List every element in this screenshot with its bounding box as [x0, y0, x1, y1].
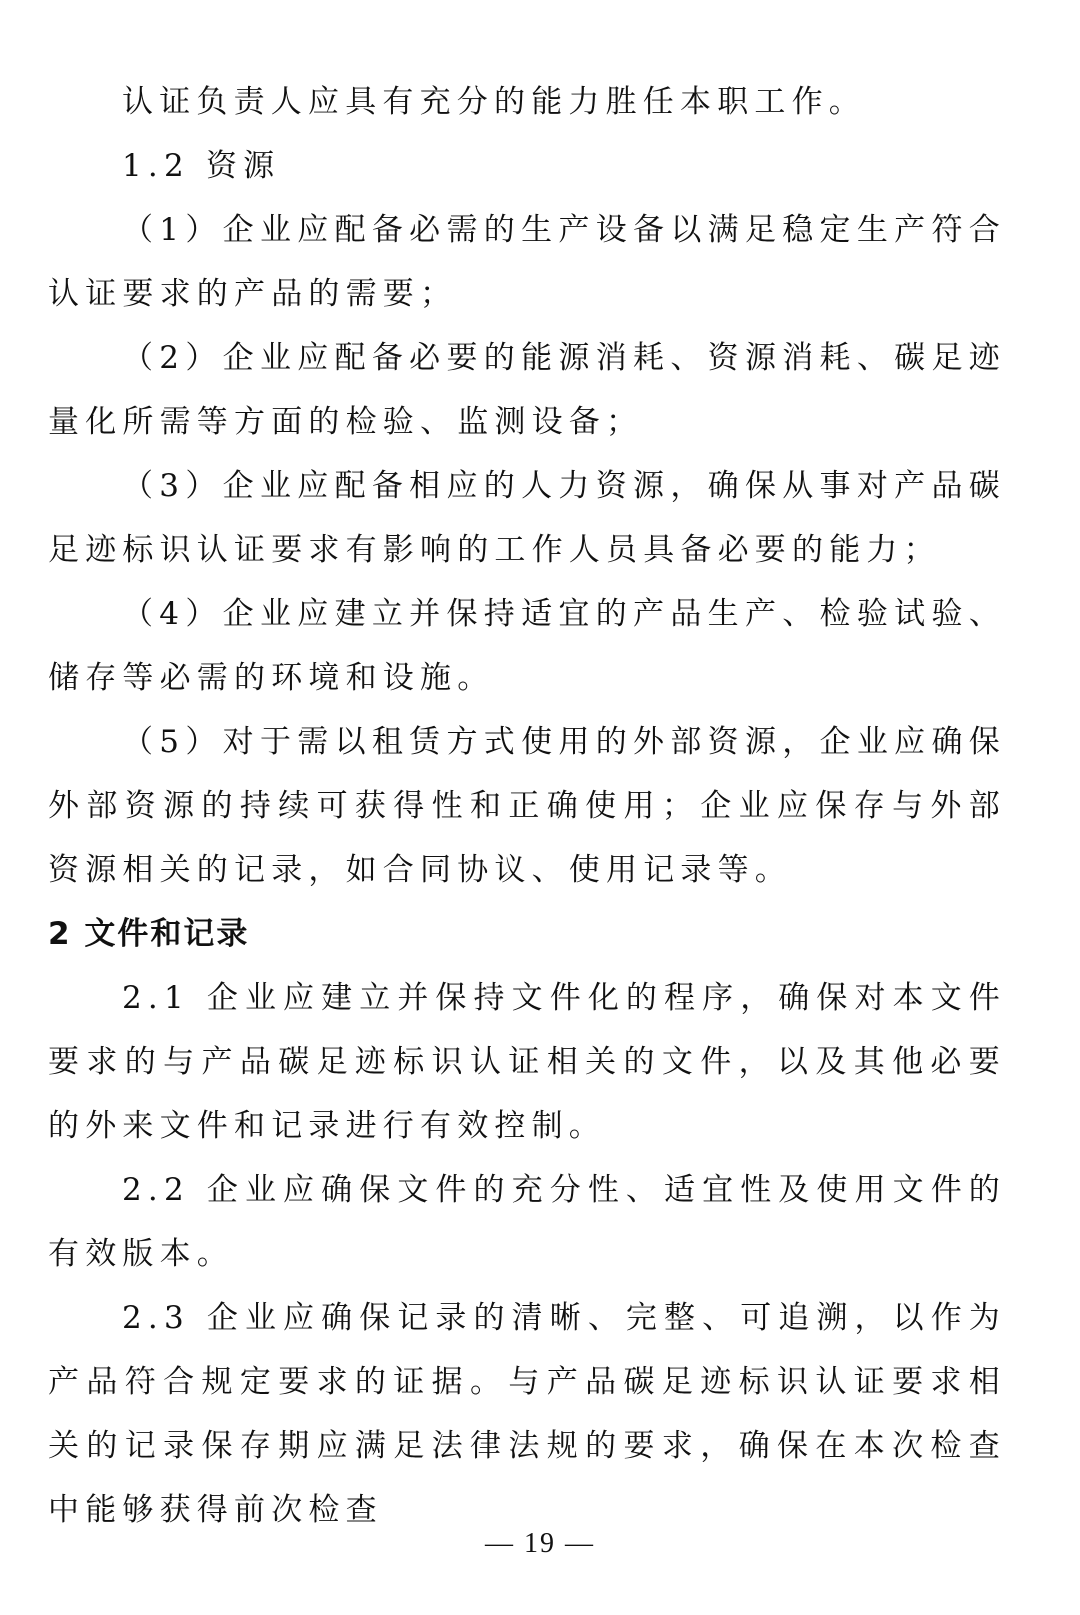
paragraph-resource-3: （3）企业应配备相应的人力资源，确保从事对产品碳足迹标识认证要求有影响的工作人员具备必要的能力； — [48, 468, 1006, 568]
paragraph-resource-1: （1）企业应配备必需的生产设备以满足稳定生产符合认证要求的产品的需要； — [48, 212, 1006, 312]
paragraph-resource-4: （4）企业应建立并保持适宜的产品生产、检验试验、储存等必需的环境和设施。 — [48, 596, 1006, 696]
paragraph-2-3: 2.3 企业应确保记录的清晰、完整、可追溯，以作为产品符合规定要求的证据。与产品碳足迹标识认证要求相关的记录保存期应满足法律法规的要求，确保在本次检查中能够获得前次检查 — [48, 1300, 1006, 1528]
paragraph-resource-5: （5）对于需以租赁方式使用的外部资源，企业应确保外部资源的持续可获得性和正确使用；企业应保存与外部资源相关的记录，如合同协议、使用记录等。 — [48, 724, 1006, 888]
section-heading-1-2: 1.2 资源 — [122, 148, 281, 184]
paragraph-2-1: 2.1 企业应建立并保持文件化的程序，确保对本文件要求的与产品碳足迹标识认证相关的文件，以及其他必要的外来文件和记录进行有效控制。 — [48, 980, 1006, 1144]
paragraph-responsible-person: 认证负责人应具有充分的能力胜任本职工作。 — [122, 84, 866, 120]
section-heading-2: 2 文件和记录 — [48, 916, 250, 952]
paragraph-2-2: 2.2 企业应确保文件的充分性、适宜性及使用文件的有效版本。 — [48, 1172, 1006, 1272]
document-body — [48, 70, 1006, 1542]
paragraph-resource-2: （2）企业应配备必要的能源消耗、资源消耗、碳足迹量化所需等方面的检验、监测设备； — [48, 340, 1006, 440]
page-number: — 19 — — [485, 1528, 595, 1559]
